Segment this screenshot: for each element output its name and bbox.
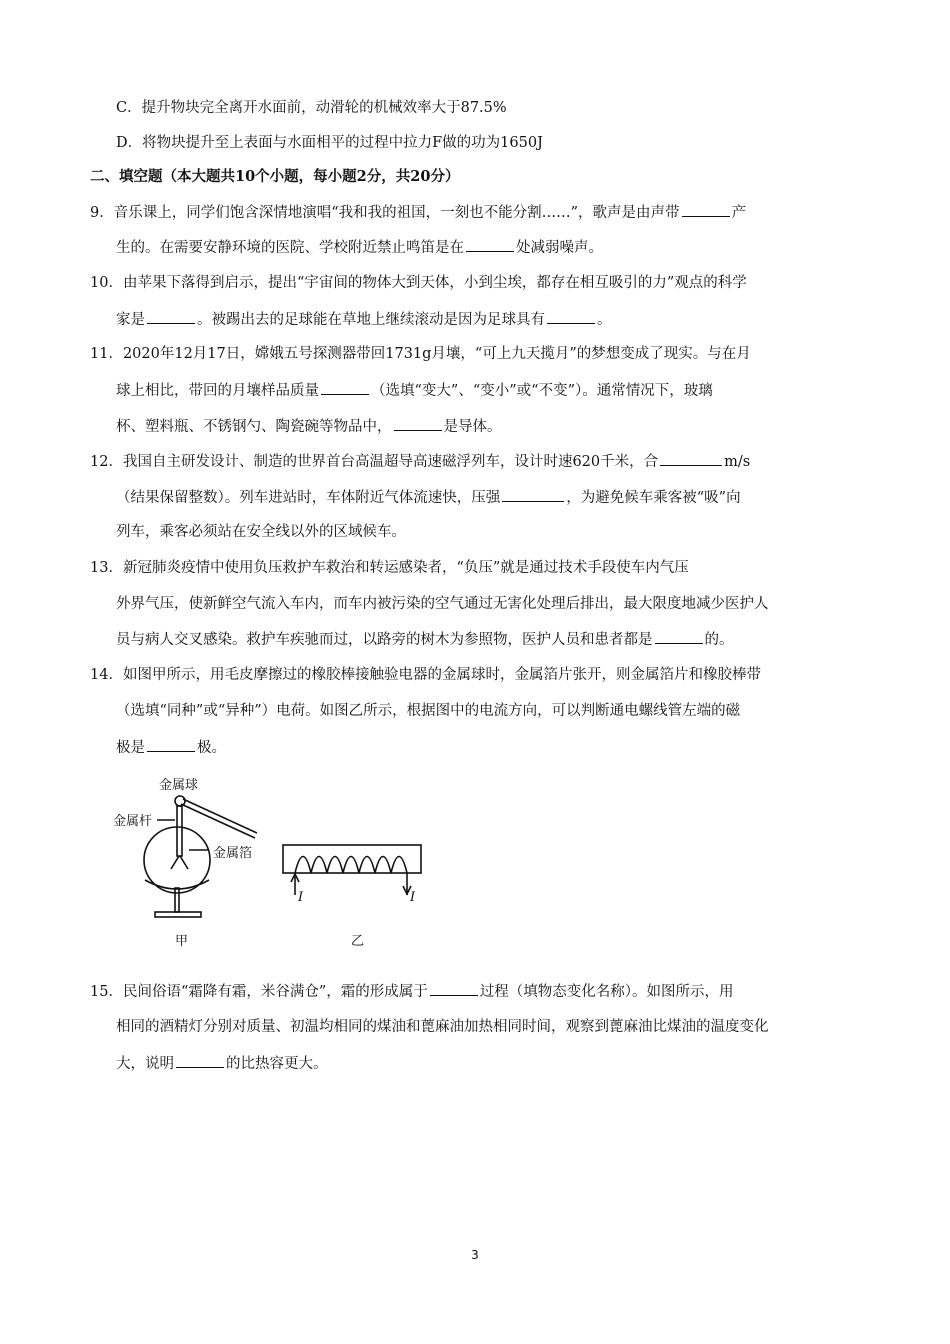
question-15-line-2: 相同的酒精灯分别对质量、初温均相同的煤油和蓖麻油加热相同时间，观察到蓖麻油比煤油的温度变化 [116, 1019, 769, 1035]
solenoid-coil [295, 857, 407, 874]
answer-blank[interactable] [430, 981, 478, 996]
metal-rod [177, 806, 182, 856]
question-13-line-3 [116, 629, 734, 650]
caption-jia: 甲 [175, 934, 189, 949]
label-metal-ball: 金属球 [159, 778, 199, 793]
stand-base [155, 912, 201, 917]
q9-text-a: 9．音乐课上，同学们饱含深情地演唱“我和我的祖国，一刻也不能分割……”，歌声是由声带 [90, 205, 680, 221]
question-15-line-1 [90, 981, 734, 1002]
figure-drawing [105, 770, 435, 950]
question-12-line-1 [90, 451, 750, 472]
answer-blank[interactable] [682, 202, 730, 217]
q9-text-d: 处减弱噪声。 [516, 240, 603, 256]
q10-text-a: 家是 [116, 312, 145, 328]
q15-text-b: 过程（填物态变化名称）。如图所示，用 [479, 984, 734, 1000]
rubber-rod-edge [183, 799, 257, 833]
question-10-line-2 [116, 309, 612, 330]
question-14-line-1: 14．如图甲所示，用毛皮摩擦过的橡胶棒接触验电器的金属球时，金属箔片张开，则金属箔片和橡胶棒带 [90, 667, 761, 683]
option-c: C．提升物块完全离开水面前，动滑轮的机械效率大于87.5% [116, 100, 507, 116]
label-metal-rod: 金属杆 [113, 814, 153, 829]
q11-text-a: 球上相比，带回的月壤样品质量 [116, 383, 319, 399]
caption-yi: 乙 [351, 934, 365, 949]
metal-foil-left [171, 856, 179, 869]
question-9-line-2 [116, 237, 603, 258]
stand [175, 888, 179, 912]
answer-blank[interactable] [176, 1053, 224, 1068]
section-title: 二、填空题（本大题共10个小题，每小题2分，共20分） [90, 168, 460, 185]
metal-foil-right [180, 856, 188, 869]
question-15-line-3 [116, 1053, 328, 1074]
q11-text-d: 是导体。 [443, 419, 502, 435]
q12-text-b: m/s [724, 454, 751, 470]
q12-text-c: （结果保留整数）。列车进站时，车体附近气体流速快，压强 [116, 490, 501, 506]
option-d: D．将物块提升至上表面与水面相平的过程中拉力F做的功为1650J [116, 135, 543, 151]
solenoid-core [283, 845, 421, 873]
figure-electroscope-solenoid [105, 770, 435, 950]
question-11-line-3 [116, 416, 502, 437]
rubber-rod [181, 804, 255, 838]
question-12-line-3: 列车，乘客必须站在安全线以外的区域候车。 [116, 524, 406, 540]
question-11-line-2 [116, 380, 713, 401]
label-metal-foil: 金属箔 [213, 846, 253, 861]
q14-text-b: 极。 [197, 740, 226, 756]
answer-blank[interactable] [147, 737, 195, 752]
q15-text-c: 大，说明 [116, 1056, 174, 1072]
answer-blank[interactable] [321, 380, 369, 395]
q14-text-a: 极是 [116, 740, 145, 756]
answer-blank[interactable] [655, 629, 703, 644]
question-14-line-3 [116, 737, 226, 758]
q10-text-c: 。 [597, 312, 612, 328]
question-12-line-2 [116, 487, 741, 508]
question-9-line-1 [90, 202, 746, 223]
q15-text-d: 的比热容更大。 [226, 1056, 328, 1072]
metal-ball [175, 796, 185, 806]
q9-text-b: 产 [731, 205, 747, 221]
current-label-left: I [298, 890, 304, 905]
question-14-line-2: （选填“同种”或“异种”）电荷。如图乙所示，根据图中的电流方向，可以判断通电螺线管左端的磁 [116, 703, 741, 719]
answer-blank[interactable] [147, 309, 195, 324]
current-label-right: I [410, 890, 416, 905]
answer-blank[interactable] [660, 451, 722, 466]
answer-blank[interactable] [394, 416, 442, 431]
solenoid [283, 845, 421, 895]
q13-text-b: 的。 [704, 632, 734, 648]
q12-text-d: ，为避免候车乘客被“吸”向 [566, 490, 741, 506]
q12-text-a: 12．我国自主研发设计、制造的世界首台高温超导高速磁浮列车，设计时速620千米，合 [90, 454, 659, 470]
q11-text-c: 杯、塑料瓶、不锈钢勺、陶瓷碗等物品中， [116, 419, 392, 435]
page-number: 3 [471, 1248, 479, 1262]
q9-text-c: 生的。在需要安静环境的医院、学校附近禁止鸣笛是在 [116, 240, 464, 256]
q15-text-a: 15．民间俗语“霜降有霜，米谷满仓”，霜的形成属于 [90, 984, 428, 1000]
question-10-line-1: 10．由苹果下落得到启示，提出“宇宙间的物体大到天体，小到尘埃，都存在相互吸引的力”观点的科学 [90, 275, 747, 291]
answer-blank[interactable] [547, 309, 595, 324]
q13-text-a: 员与病人交叉感染。救护车疾驰而过，以路旁的树木为参照物，医护人员和患者都是 [116, 632, 653, 648]
question-13-line-2: 外界气压，使新鲜空气流入车内，而车内被污染的空气通过无害化处理后排出，最大限度地减少医护人 [116, 596, 769, 612]
question-11-line-1: 11．2020年12月17日，嫦娥五号探测器带回1731g月壤，“可上九天揽月”的梦想变成了现实。与在月 [90, 346, 751, 362]
answer-blank[interactable] [466, 237, 514, 252]
q11-text-b: （选填“变大”、“变小”或“不变”）。通常情况下，玻璃 [371, 383, 713, 399]
answer-blank[interactable] [502, 487, 564, 502]
question-13-line-1: 13．新冠肺炎疫情中使用负压救护车救治和转运感染者，“负压”就是通过技术手段使车内气压 [90, 560, 689, 576]
q10-text-b: 。被踢出去的足球能在草地上继续滚动是因为足球具有 [197, 312, 545, 328]
